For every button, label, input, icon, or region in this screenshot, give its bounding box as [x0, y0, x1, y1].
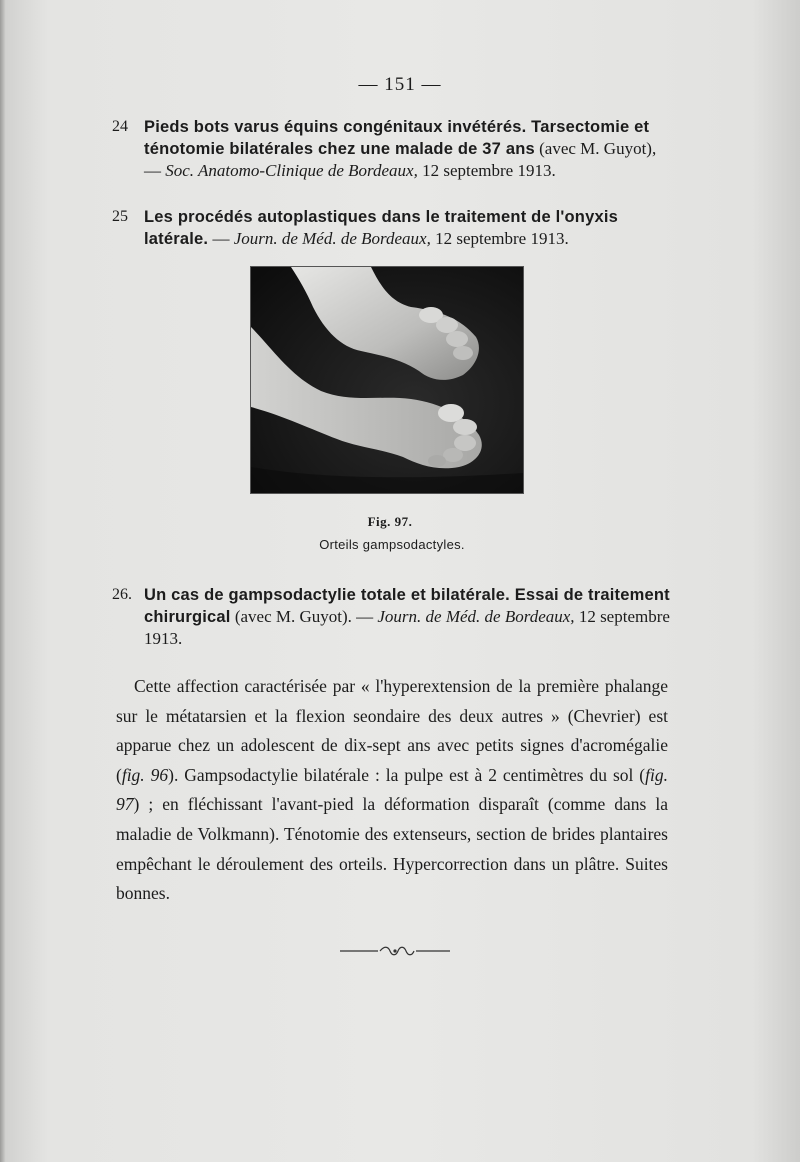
- entry-title: Un cas de gampsodactylie totale et bilatérale. Essai de traitement chirurgical: [144, 586, 670, 626]
- description-paragraph: [116, 672, 668, 909]
- entry-authors: (avec M. Guyot), —: [144, 139, 657, 180]
- figure-photograph-feet: [250, 266, 524, 494]
- entry-date: 12 septembre 1913.: [144, 607, 670, 648]
- entry-date: 12 septembre 1913.: [430, 229, 569, 248]
- bibliography-entry-25: [112, 206, 676, 250]
- figure-reference-97: fig. 97: [116, 764, 668, 815]
- entry-journal: Soc. Anatomo-Clinique de Bordeaux,: [165, 161, 418, 180]
- entry-number: 25: [112, 208, 128, 225]
- bibliography-entry-26: [112, 584, 676, 649]
- paragraph-text-2: ). Gampsodactylie bilatérale : la pulpe est à 2 centimètres du sol (: [168, 764, 646, 785]
- entry-journal: Journ. de Méd. de Bordeaux,: [233, 229, 431, 248]
- figure-caption: Orteils gampsodactyles.: [319, 537, 465, 552]
- figure-reference-96: fig. 96: [121, 764, 169, 785]
- entry-date: 12 septembre 1913.: [417, 161, 556, 180]
- page-number: — 151 —: [358, 74, 442, 95]
- entry-title: Les procédés autoplastiques dans le traitement de l'onyxis latérale.: [144, 208, 618, 248]
- paragraph-text-3: ) ; en fléchissant l'avant-pied la déformation disparaît (comme dans la maladie de Volkmann). Ténotomie des extenseurs, section de brides plantaires empêchant le déroulement des orteils. Hypercorrection dans un plâtre. Suites bonnes.: [116, 794, 668, 904]
- entry-title: Pieds bots varus équins congénitaux invétérés. Tarsectomie et ténotomie bilatérales chez une malade de 37 ans: [144, 118, 650, 158]
- entry-separator: —: [208, 229, 234, 248]
- entry-journal: Journ. de Méd. de Bordeaux,: [377, 607, 575, 626]
- end-ornament: [340, 944, 450, 958]
- entry-authors: (avec M. Guyot). —: [230, 607, 378, 626]
- entry-number: 24: [112, 118, 128, 135]
- paragraph-text-1: Cette affection caractérisée par « l'hyperextension de la première phalange sur le métatarsien et la flexion seondaire des deux autres » (Chevrier) est apparue chez un adolescent de dix-sept ans avec petits signes d'acromégalie (: [116, 676, 668, 785]
- entry-number: 26.: [112, 586, 132, 603]
- figure-label: Fig. 97.: [367, 514, 413, 529]
- page-edge-shadow: [0, 0, 6, 1162]
- bibliography-entry-24: [112, 116, 676, 181]
- feet-photo-illustration: [251, 267, 523, 493]
